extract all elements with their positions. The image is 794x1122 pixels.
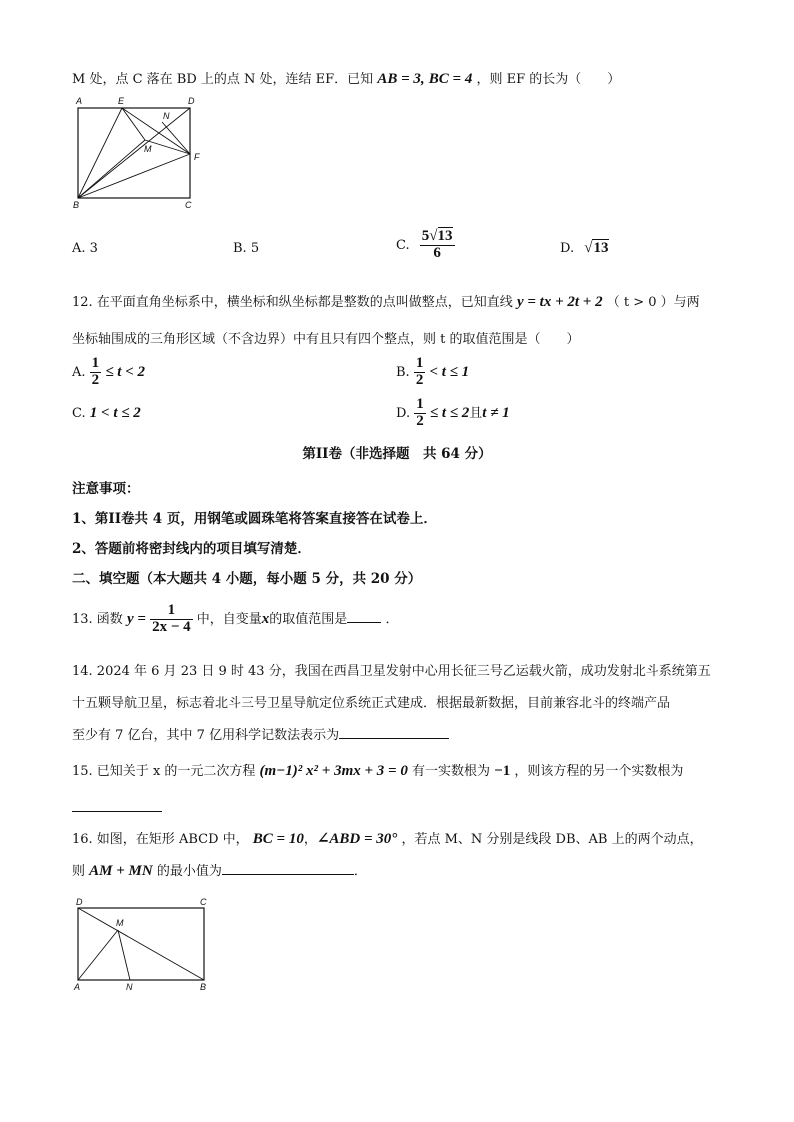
q11-option-c-coef: 5 — [421, 228, 430, 244]
q11-label-c: C — [185, 200, 192, 210]
q15-root: −1 — [494, 763, 511, 779]
q13-end: ． — [385, 611, 399, 627]
q12-condition: （ t > 0 ）与两 — [606, 295, 700, 310]
q11-text-post: ，则 EF 的长为（ ） — [476, 72, 621, 87]
q12-option-d-num: 1 — [416, 396, 424, 412]
fill-in-section-title: 二、填空题（本大题共 4 小题，每小题 5 分，共 20 分） — [72, 571, 422, 587]
q11-eq-ab: AB = 3, — [377, 71, 425, 87]
q16-stem-line1: 16. 如图，在矩形 ABCD 中， BC = 10，∠ABD = 30° ，若点 M、N 分别是线段 DB、AB 上的两个动点， — [72, 831, 703, 847]
q12-option-a-den: 2 — [91, 371, 100, 388]
q16-line-am — [78, 930, 118, 980]
q16-answer-blank[interactable] — [222, 861, 354, 875]
q11-line-be — [78, 108, 122, 198]
q11-label-a: A — [76, 96, 83, 106]
q12-option-c — [72, 405, 141, 422]
section2-title: 第II卷（非选择题 共 64 分） — [302, 446, 492, 462]
q11-line-bm — [78, 140, 145, 198]
q16-expression: AM + MN — [89, 863, 153, 879]
q11-option-d — [560, 240, 609, 257]
q16-line-mn — [118, 930, 130, 980]
q12-stem-line2: 坐标轴围成的三角形区域（不含边界）中有且只有四个整点，则 t 的取值范围是（ ） — [72, 332, 580, 347]
q11-stem — [72, 68, 620, 88]
q11-option-d-sqrt: √13 — [584, 240, 609, 256]
q13-y-eq: y = — [126, 610, 146, 627]
q11-option-c-prefix: C. — [396, 237, 410, 253]
q15-text-mid: 有一实数根为 — [412, 764, 491, 779]
q15-text-pre: 15. 已知关于 x 的一元二次方程 — [72, 764, 256, 779]
q16-text-pre: 16. 如图，在矩形 ABCD 中， — [72, 832, 249, 847]
q11-option-c-radicand: 13 — [437, 228, 453, 244]
q16-label-a: A — [74, 982, 81, 992]
q12-option-b-den: 2 — [415, 371, 424, 388]
q14-answer-blank[interactable] — [339, 725, 449, 739]
q14-line3 — [72, 724, 449, 743]
q16-angle: ∠ABD = 30° — [316, 831, 398, 847]
q12-option-d-and: 且 — [469, 405, 483, 421]
q12-option-d-rest2: t ≠ 1 — [482, 404, 510, 421]
q12-option-a — [72, 356, 145, 389]
q13-stem — [72, 603, 398, 636]
q13-numerator: 1 — [167, 602, 176, 618]
q12-option-c-expr: 1 < t ≤ 2 — [89, 405, 141, 421]
q11-line-em — [122, 108, 145, 140]
q16-stem-line2 — [72, 860, 367, 880]
q15-text-post: ，则该方程的另一个实数根为 — [514, 764, 684, 779]
q11-label-e: E — [118, 96, 125, 106]
q11-label-f: F — [194, 152, 200, 162]
q11-label-b: B — [73, 200, 80, 210]
q12-option-d-rest1: ≤ t ≤ 2 — [429, 404, 470, 421]
q14-line3-text: 至少有 7 亿台，其中 7 亿用科学记数法表示为 — [72, 728, 340, 743]
q12-option-d-prefix: D. — [396, 405, 411, 421]
q11-line-bd — [78, 108, 190, 198]
q16-label-n: N — [126, 982, 133, 992]
q12-text-pre: 12. 在平面直角坐标系中，横坐标和纵坐标都是整数的点叫做整点，已知直线 — [72, 295, 513, 310]
q11-option-a: A. 3 — [72, 241, 98, 256]
q11-text-pre: M 处，点 C 落在 BD 上的点 N 处，连结 EF．已知 — [72, 72, 374, 87]
q12-option-a-prefix: A. — [72, 364, 86, 380]
section2-notice: 注意事项： — [72, 481, 140, 497]
q12-option-b-num: 1 — [415, 355, 424, 371]
q16-label-b: B — [200, 982, 207, 992]
q13-text-post: 的取值范围是 — [269, 611, 348, 627]
q14-line1: 14. 2024 年 6 月 23 日 9 时 43 分，我国在西昌卫星发射中心用长征三号乙运载火箭，成功发射北斗系统第五 — [72, 664, 711, 679]
q15-answer-blank[interactable] — [72, 798, 162, 812]
q11-option-c-numerator: 5√13 — [421, 228, 453, 244]
q13-denominator: 2x − 4 — [152, 618, 191, 635]
q11-line-bf — [78, 154, 190, 198]
q12-stem-line1 — [72, 291, 700, 311]
q15-equation: (m−1)² x² + 3mx + 3 = 0 — [259, 763, 408, 779]
q15-stem — [72, 760, 683, 780]
q13-fraction — [150, 603, 193, 636]
q11-option-c-fraction — [420, 229, 455, 262]
q16-label-m: M — [116, 918, 124, 928]
q16-text-post: ，若点 M、N 分别是线段 DB、AB 上的两个动点， — [401, 832, 703, 847]
q12-option-c-prefix: C. — [72, 406, 86, 421]
q16-line-db — [78, 908, 204, 980]
q13-text-mid: 中，自变量 — [196, 611, 262, 627]
q16-end: ． — [353, 864, 367, 879]
q12-option-b-fraction — [414, 356, 426, 389]
q16-label-d: D — [76, 897, 83, 907]
q12-option-b-rest: < t ≤ 1 — [429, 363, 470, 380]
q11-option-b: B. 5 — [233, 241, 260, 256]
q12-option-d — [396, 397, 510, 430]
q11-figure — [70, 92, 210, 212]
q11-eq-bc: BC = 4 — [428, 71, 473, 87]
q16-bc: BC = 10 — [252, 831, 304, 847]
q12-option-a-fraction — [90, 356, 102, 389]
q14-line2: 十五颗导航卫星，标志着北斗三号卫星导航定位系统正式建成．根据最新数据，目前兼容北斗的终端产品 — [72, 696, 671, 711]
q16-label-c: C — [200, 897, 207, 907]
q11-option-d-prefix: D. — [560, 241, 575, 256]
q13-text-pre: 13. 函数 — [72, 611, 123, 627]
q13-answer-blank[interactable] — [347, 609, 381, 623]
section2-note2: 2、答题前将密封线内的项目填写清楚． — [72, 541, 311, 557]
q16-text-line2-pre: 则 — [72, 864, 86, 879]
q11-option-c — [396, 229, 455, 262]
q12-line-equation: y = tx + 2t + 2 — [516, 294, 603, 310]
q11-label-d: D — [188, 96, 195, 106]
q11-line-mf — [145, 140, 190, 154]
q13-variable: x — [261, 610, 270, 627]
q12-option-a-num: 1 — [91, 355, 100, 371]
q12-option-b-prefix: B. — [396, 364, 410, 380]
section2-note1: 1、第II卷共 4 页，用钢笔或圆珠笔将答案直接答在试卷上． — [72, 511, 437, 527]
q11-option-c-denominator: 6 — [420, 245, 455, 262]
q11-line-ef — [122, 108, 190, 154]
q11-label-n: N — [163, 111, 170, 121]
q16-text-line2-post: 的最小值为 — [156, 864, 222, 879]
q11-label-m: M — [144, 144, 152, 154]
q12-option-a-rest: ≤ t < 2 — [105, 363, 146, 380]
q12-option-b — [396, 356, 469, 389]
q12-option-d-fraction — [414, 397, 426, 430]
q11-option-d-radicand: 13 — [593, 240, 609, 256]
q12-option-d-den: 2 — [416, 412, 424, 429]
q16-figure — [70, 894, 220, 994]
